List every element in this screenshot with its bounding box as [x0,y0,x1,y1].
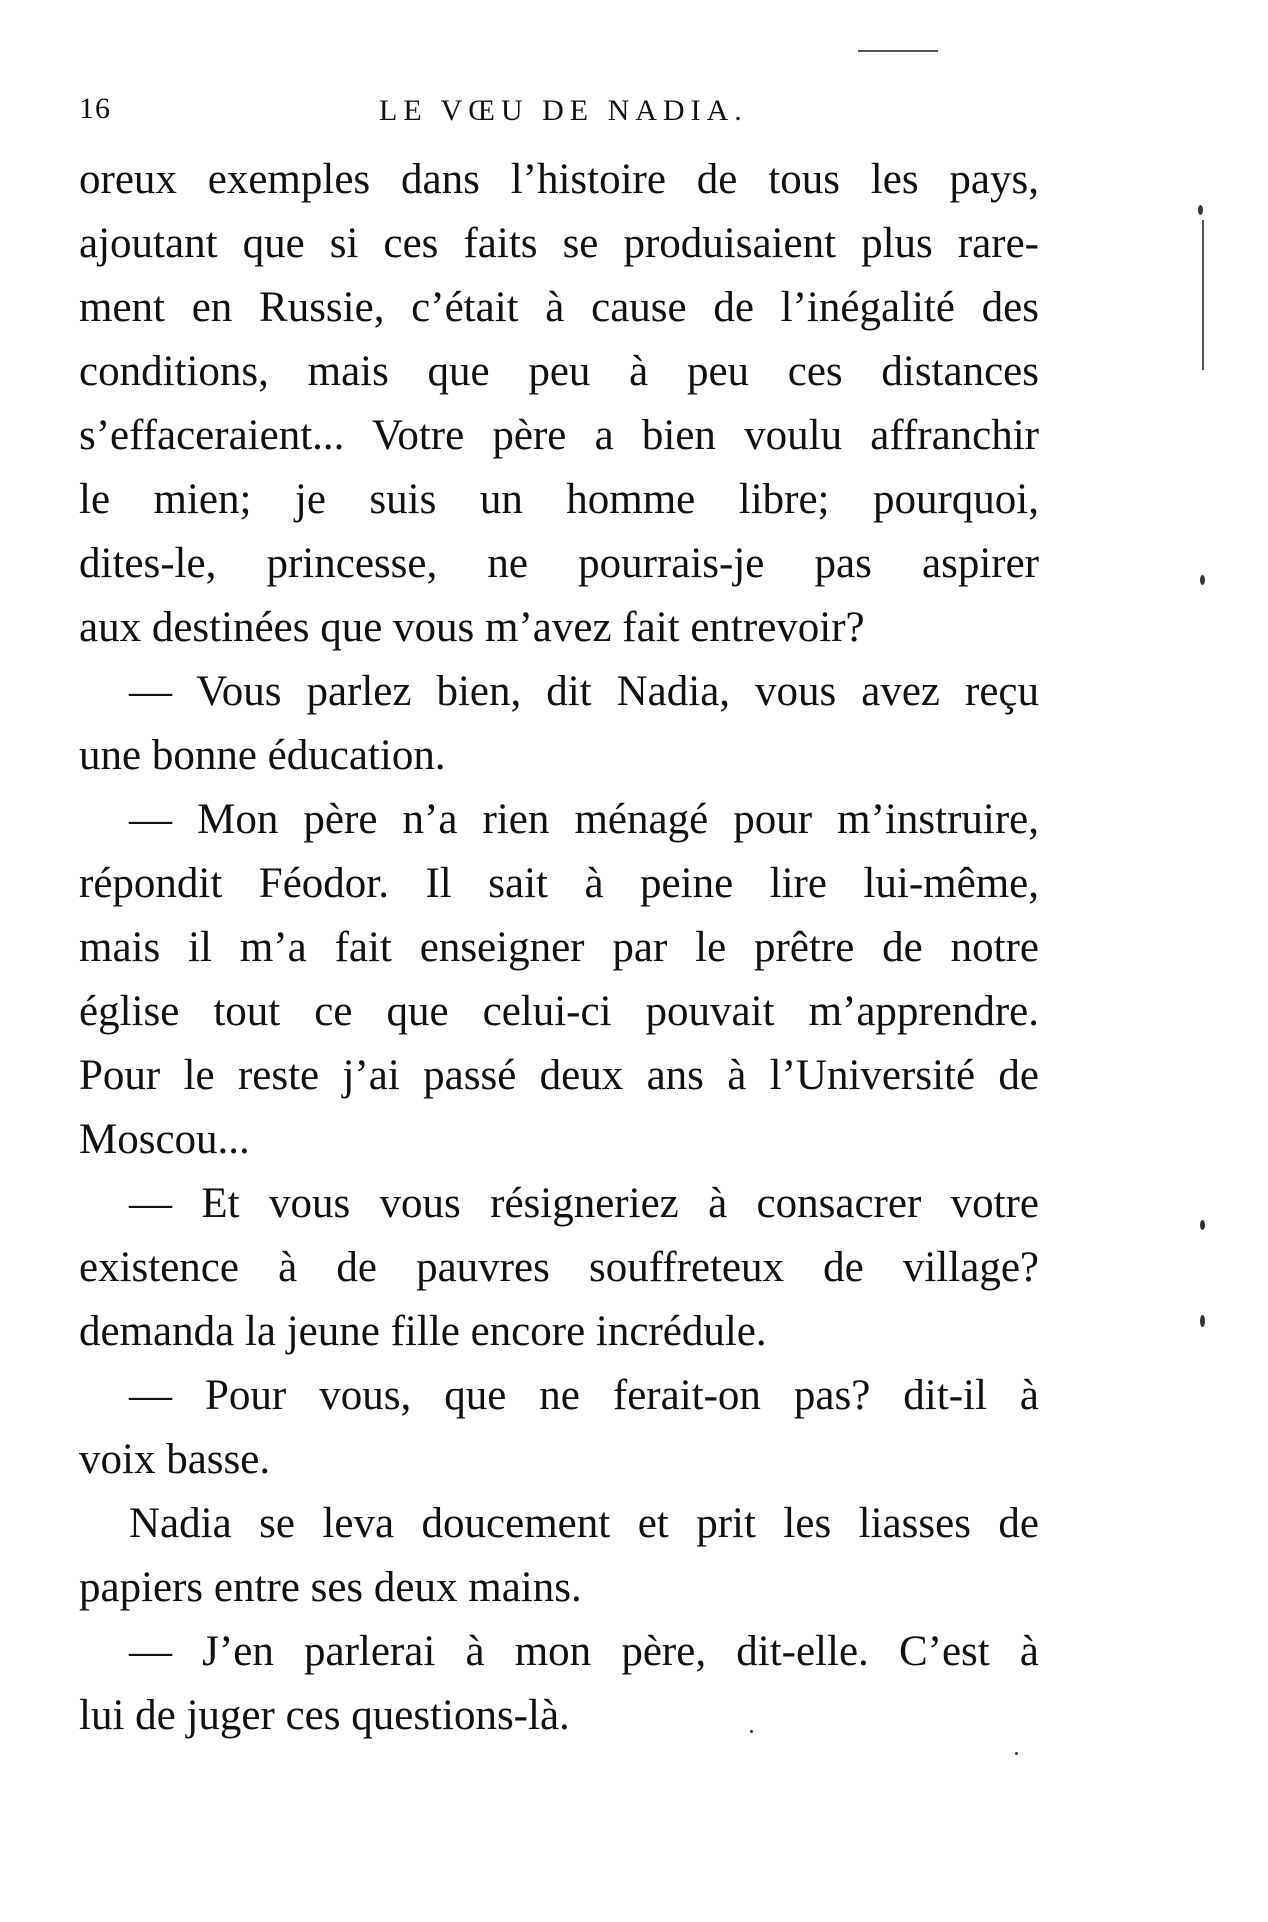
page-number: 16 [79,92,111,125]
text-line: une bonne éducation. [79,732,446,779]
text-line: lui de juger ces questions-là. [79,1692,570,1739]
text-line: ment en Russie, c’était à cause de l’inégalité des [79,284,1039,331]
text-line: — Pour vous, que ne ferait-on pas? dit-il à [129,1372,1039,1419]
text-line: papiers entre ses deux mains. [79,1564,582,1611]
text-line: église tout ce que celui-ci pouvait m’apprendre. [79,988,1039,1035]
scan-artifact-top [858,50,938,52]
scan-artifact-dot [1015,1752,1018,1755]
text-line: conditions, mais que peu à peu ces distances [79,348,1039,395]
body-text [79,148,1039,1748]
text-line: mais il m’a fait enseigner par le prêtre de notre [79,924,1039,971]
text-line: existence à de pauvres souffreteux de village? [79,1244,1039,1291]
scan-artifact-dot [750,1730,753,1733]
text-line: oreux exemples dans l’histoire de tous les pays, [79,156,1039,203]
scan-artifact-margin-line [1202,220,1204,370]
text-line: répondit Féodor. Il sait à peine lire lui-même, [79,860,1039,907]
scan-artifact-mark [1198,205,1203,215]
text-line: s’effaceraient... Votre père a bien voulu affranchir [79,412,1039,459]
text-line: Nadia se leva doucement et prit les liasses de [129,1500,1039,1547]
page-header [79,92,1039,132]
text-line: — Vous parlez bien, dit Nadia, vous avez reçu [129,668,1039,715]
text-line: ajoutant que si ces faits se produisaient plus rare- [79,220,1039,267]
scan-artifact-mark [1200,1220,1205,1230]
text-line: Pour le reste j’ai passé deux ans à l’Université de [79,1052,1039,1099]
text-line: dites-le, princesse, ne pourrais-je pas aspirer [79,540,1039,587]
text-line: voix basse. [79,1436,271,1483]
text-line: le mien; je suis un homme libre; pourquoi, [79,476,1039,523]
text-line: Moscou... [79,1116,250,1163]
scan-artifact-mark [1200,1315,1205,1327]
text-line: — Et vous vous résigneriez à consacrer votre [129,1180,1039,1227]
scan-artifact-mark [1200,575,1205,585]
text-line: — Mon père n’a rien ménagé pour m’instruire, [129,796,1039,843]
text-line: aux destinées que vous m’avez fait entrevoir? [79,604,865,651]
text-line: demanda la jeune fille encore incrédule. [79,1308,767,1355]
text-line: — J’en parlerai à mon père, dit-elle. C’est à [129,1628,1039,1675]
running-title: LE VŒU DE NADIA. [379,94,748,127]
